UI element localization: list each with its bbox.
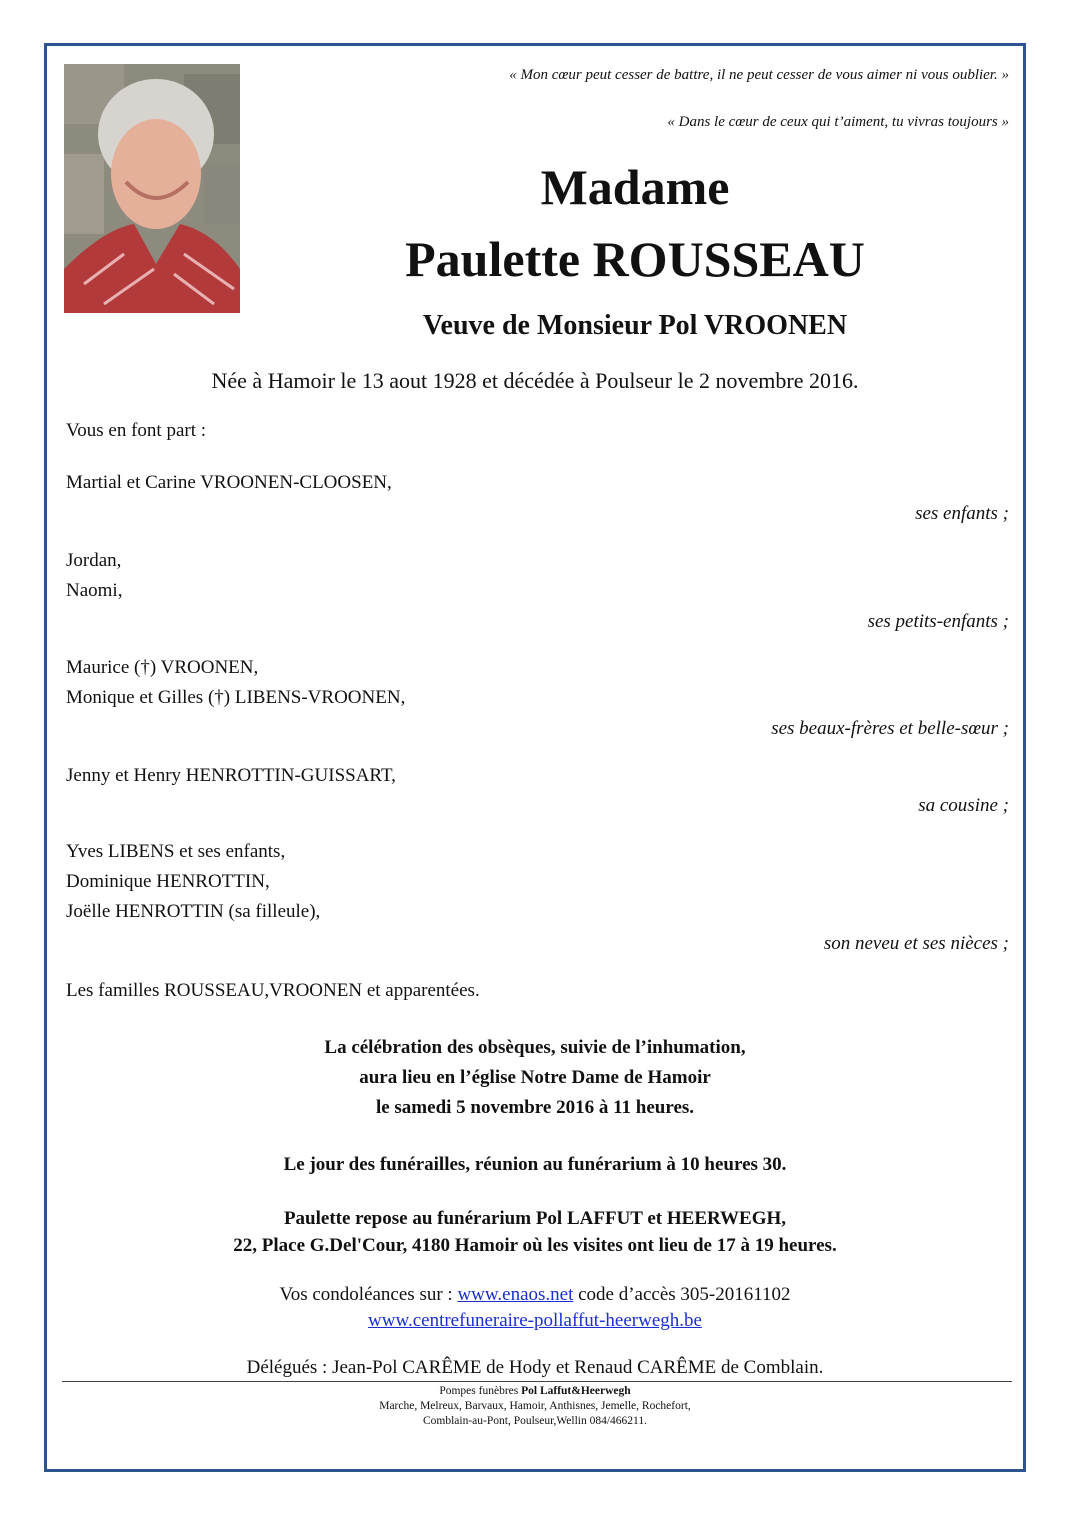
cousin-relation: sa cousine ;: [918, 795, 1009, 816]
footer-line-1: [44, 1384, 1026, 1398]
in-laws-relation: ses beaux-frères et belle-sœur ;: [771, 718, 1009, 739]
children-name: Martial et Carine VROONEN-CLOOSEN,: [66, 472, 392, 493]
condolences-prefix: Vos condoléances sur :: [279, 1284, 453, 1305]
nephews-relation: son neveu et ses nièces ;: [823, 933, 1009, 954]
widow-line: Veuve de Monsieur Pol VROONEN: [422, 310, 848, 341]
delegates-line: Délégués : Jean-Pol CARÊME de Hody et Renaud CARÊME de Comblain.: [246, 1357, 824, 1378]
in-law-name: Monique et Gilles (†) LIBENS-VROONEN,: [66, 687, 406, 708]
footer-divider: [62, 1381, 1012, 1382]
ceremony-line: La célébration des obsèques, suivie de l’inhumation,: [324, 1037, 746, 1058]
gathering-line: Le jour des funérailles, réunion au funérarium à 10 heures 30.: [283, 1154, 787, 1175]
grandchild-name: Jordan,: [66, 550, 122, 571]
ceremony-line: le samedi 5 novembre 2016 à 11 heures.: [375, 1097, 695, 1118]
intro-text: Vous en font part :: [66, 420, 207, 441]
footer-prefix: Pompes funèbres: [439, 1385, 519, 1397]
title-salutation: Madame: [540, 159, 730, 215]
funeral-home-link[interactable]: www.centrefuneraire-pollaffut-heerwegh.be: [368, 1310, 702, 1331]
funeral-home-site-line: [44, 1308, 1026, 1334]
niece-name: Joëlle HENROTTIN (sa filleule),: [66, 901, 321, 922]
quote-1: « Mon cœur peut cesser de battre, il ne peut cesser de vous aimer ni vous oublier. »: [509, 67, 1009, 83]
ceremony-line: aura lieu en l’église Notre Dame de Hamoir: [359, 1067, 711, 1088]
enaos-link[interactable]: www.enaos.net: [457, 1284, 574, 1305]
footer-line-2: Marche, Melreux, Barvaux, Hamoir, Anthisnes, Jemelle, Rochefort,: [379, 1400, 691, 1412]
quote-2: « Dans le cœur de ceux qui t’aiment, tu vivras toujours »: [667, 114, 1009, 130]
repose-line: 22, Place G.Del'Cour, 4180 Hamoir où les visites ont lieu de 17 à 19 heures.: [233, 1235, 837, 1256]
niece-name: Dominique HENROTTIN,: [66, 871, 270, 892]
families-line: Les familles ROUSSEAU,VROONEN et apparentées.: [66, 980, 480, 1001]
footer-company: Pol Laffut&Heerwegh: [521, 1385, 631, 1397]
footer-line-3: Comblain-au-Pont, Poulseur,Wellin 084/466211.: [422, 1415, 648, 1427]
nephew-name: Yves LIBENS et ses enfants,: [66, 841, 286, 862]
portrait-photo: [64, 64, 240, 313]
grandchildren-relation: ses petits-enfants ;: [867, 611, 1009, 632]
cousin-name: Jenny et Henry HENROTTIN-GUISSART,: [66, 765, 396, 786]
in-law-name: Maurice (†) VROONEN,: [66, 657, 259, 678]
children-relation: ses enfants ;: [915, 503, 1009, 524]
repose-line: Paulette repose au funérarium Pol LAFFUT et HEERWEGH,: [283, 1208, 787, 1229]
condolences-line: [44, 1282, 1026, 1308]
access-code: code d’accès 305-20161102: [578, 1284, 791, 1305]
birth-death-dates: Née à Hamoir le 13 aout 1928 et décédée à Poulseur le 2 novembre 2016.: [211, 368, 859, 393]
deceased-name: Paulette ROUSSEAU: [405, 231, 865, 287]
grandchild-name: Naomi,: [66, 580, 123, 601]
